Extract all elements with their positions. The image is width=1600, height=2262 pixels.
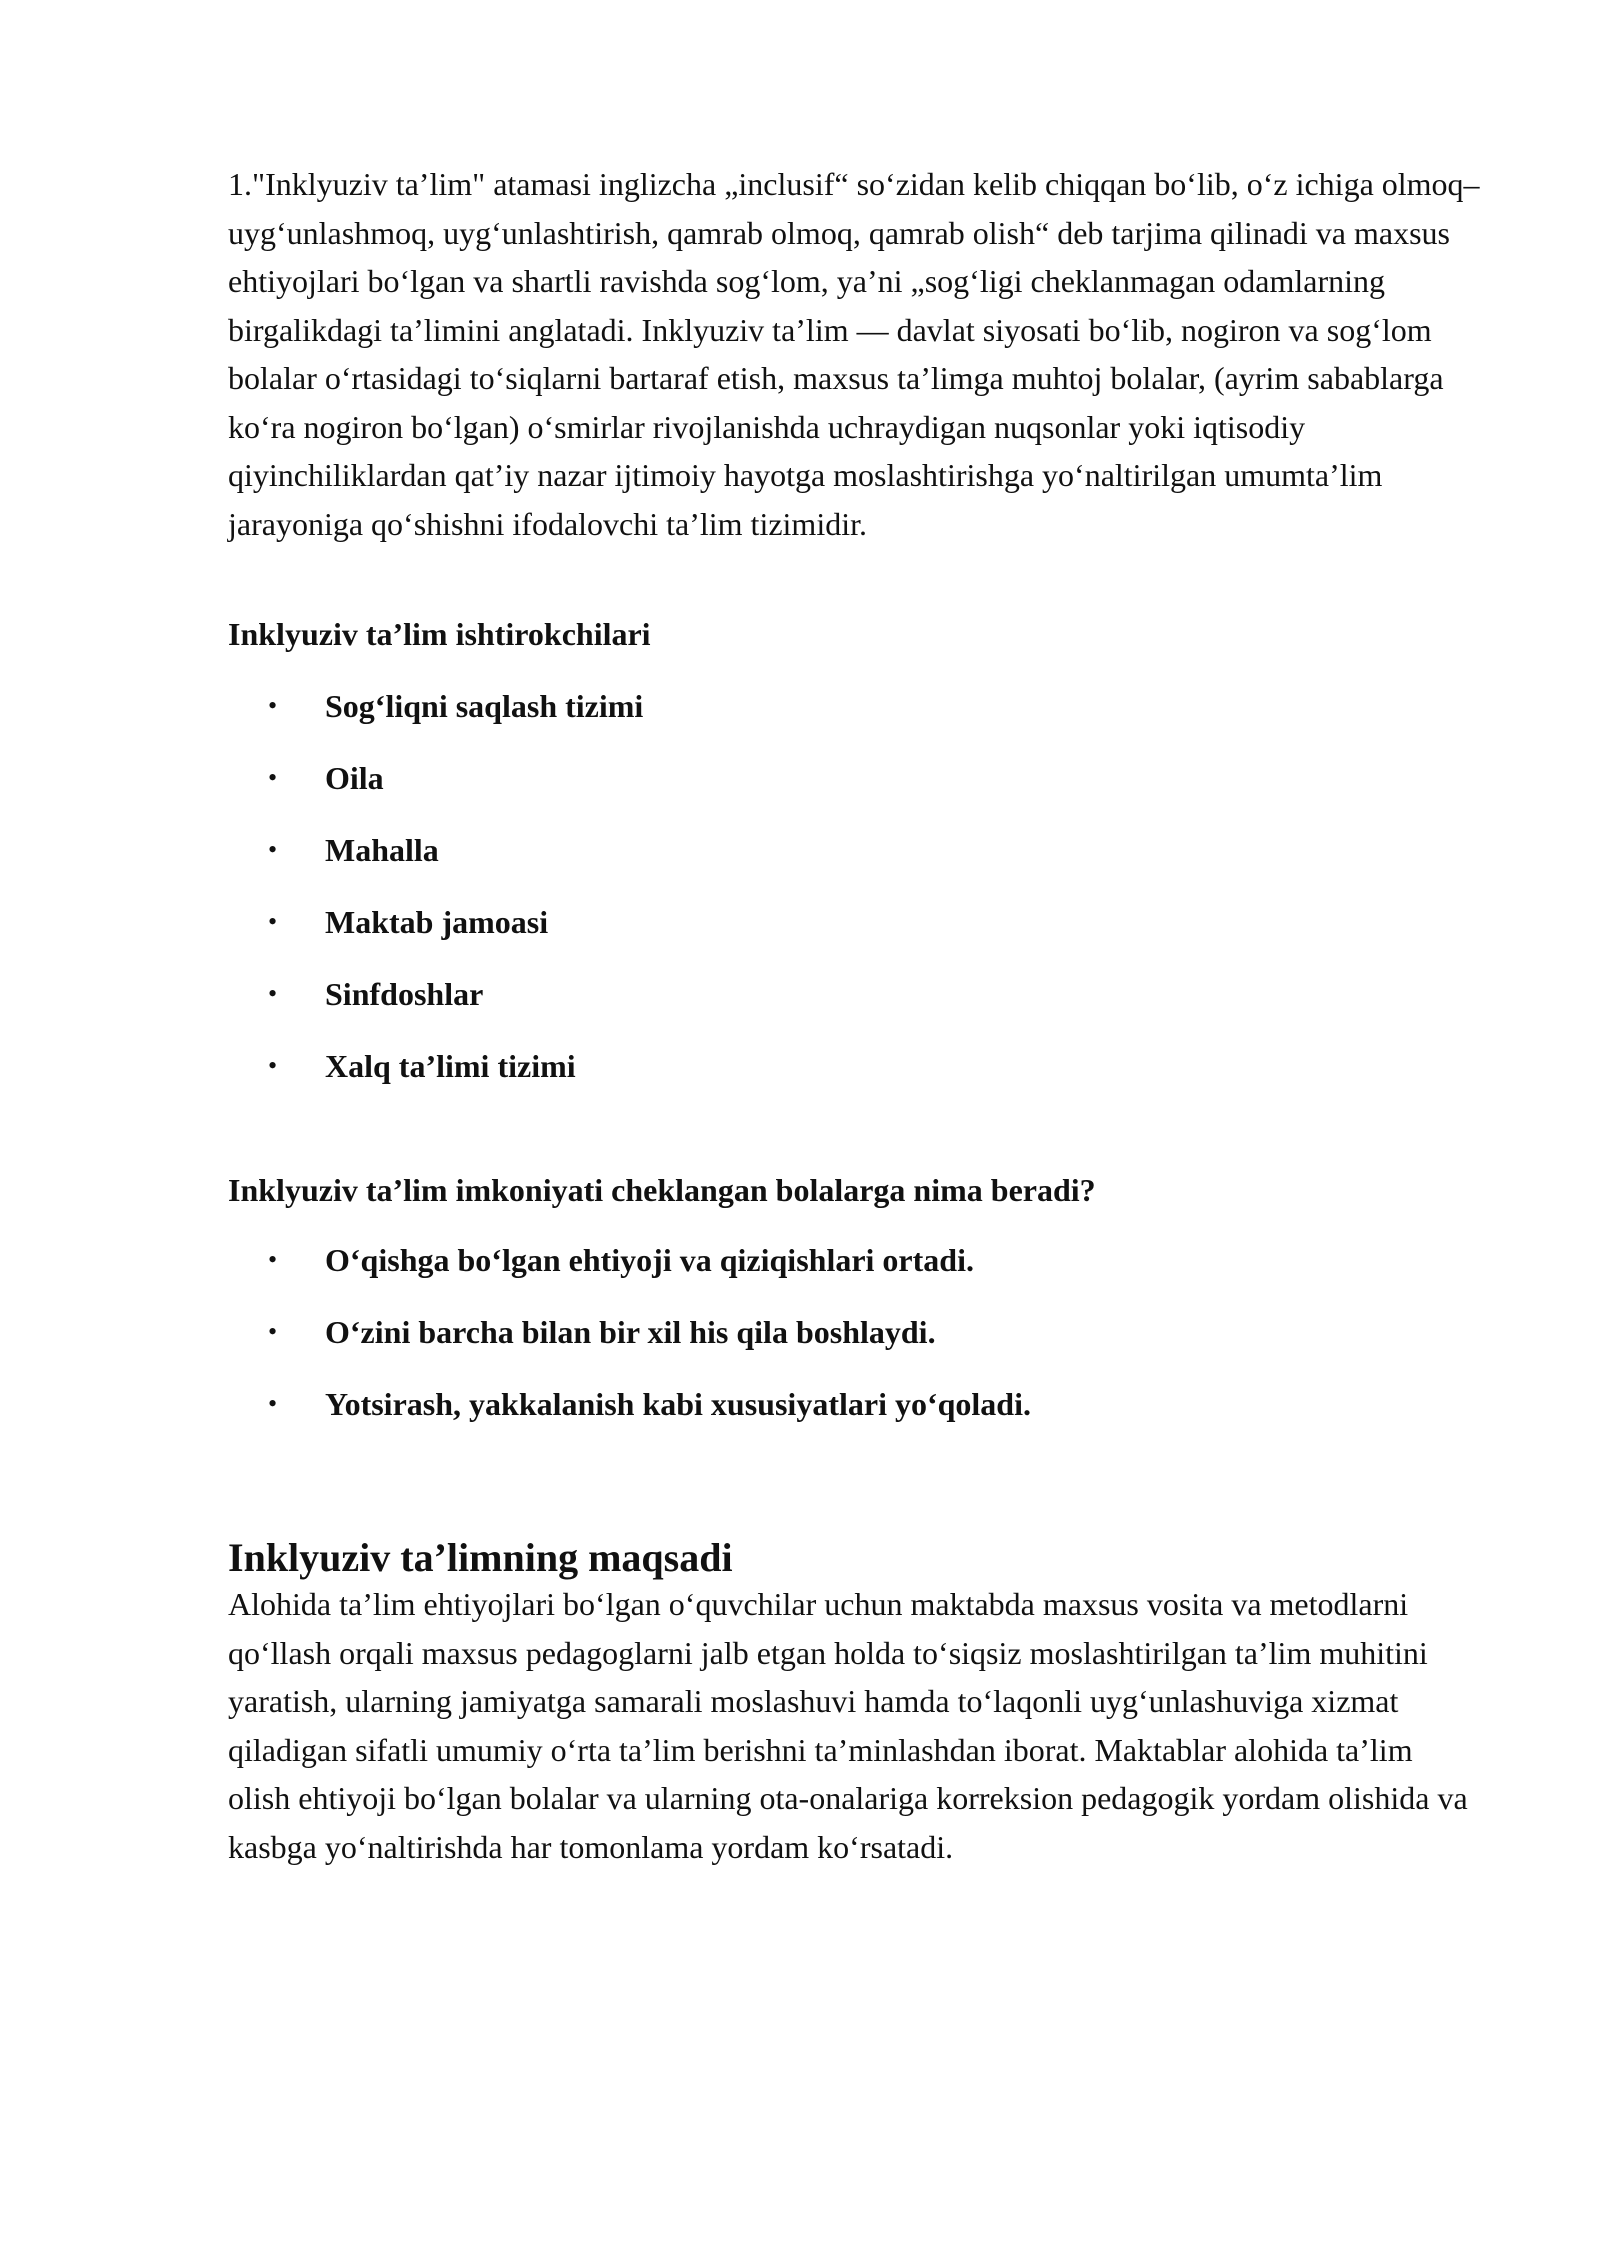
list-item — [228, 970, 1488, 1042]
bullet-icon: • — [268, 1245, 278, 1274]
bullet-icon: • — [268, 907, 278, 936]
list-item — [228, 826, 1488, 898]
list-item-label: Xalq ta’limi tizimi — [325, 1048, 576, 1084]
bullet-icon: • — [268, 691, 278, 720]
list-item-label: Maktab jamoasi — [325, 904, 549, 940]
list-item-label: Mahalla — [325, 832, 439, 868]
list-item — [228, 1380, 1488, 1452]
list-item — [228, 1236, 1488, 1308]
list-item — [228, 754, 1488, 826]
list-item — [228, 682, 1488, 754]
list-item-label: O‘qishga bo‘lgan ehtiyoji va qiziqishlari ortadi. — [325, 1242, 974, 1278]
benefits-list — [228, 1236, 1488, 1452]
benefits-heading: Inklyuziv ta’lim imkoniyati cheklangan bolalarga nima beradi? — [228, 1172, 1096, 1208]
list-item-label: O‘zini barcha bilan bir xil his qila boshlaydi. — [325, 1314, 936, 1350]
bullet-icon: • — [268, 979, 278, 1008]
list-item-label: Oila — [325, 760, 384, 796]
participants-heading: Inklyuziv ta’lim ishtirokchilari — [228, 616, 651, 652]
intro-paragraph: 1."Inklyuziv ta’lim" atamasi inglizcha „inclusif“ so‘zidan kelib chiqqan bo‘lib, o‘z ichiga olmoq–uyg‘unlashmoq, uyg‘unlashtirish, qamrab olmoq, qamrab olish“ deb tarjima qilinadi va maxsus ehtiyojlari bo‘lgan va shartli ravishda sog‘lom, ya’ni „sog‘ligi cheklanmagan odamlarning birgalikdagi ta’limini anglatadi. Inklyuziv ta’lim — davlat siyosati bo‘lib, nogiron va sog‘lom bolalar o‘rtasidagi to‘siqlarni bartaraf etish, maxsus ta’limga muhtoj bolalar, (ayrim sabablarga ko‘ra nogiron bo‘lgan) o‘smirlar rivojlanishda uchraydigan nuqsonlar yoki iqtisodiy qiyinchiliklardan qat’iy nazar ijtimoiy hayotga moslashtirishga yo‘naltirilgan umumta’lim jarayoniga qo‘shishni ifodalovchi ta’lim tizimidir. — [228, 166, 1480, 542]
bullet-icon: • — [268, 1389, 278, 1418]
list-item — [228, 1042, 1488, 1114]
list-item — [228, 1308, 1488, 1380]
bullet-icon: • — [268, 1317, 278, 1346]
bullet-icon: • — [268, 1051, 278, 1080]
bullet-icon: • — [268, 763, 278, 792]
list-item — [228, 898, 1488, 970]
participants-list — [228, 682, 1488, 1114]
list-item-label: Yotsirash, yakkalanish kabi xususiyatlari yo‘qoladi. — [325, 1386, 1031, 1422]
list-item-label: Sinfdoshlar — [325, 976, 484, 1012]
list-item-label: Sog‘liqni saqlash tizimi — [325, 688, 644, 724]
goal-paragraph: Alohida ta’lim ehtiyojlari bo‘lgan o‘quvchilar uchun maktabda maxsus vosita va metodlarni qo‘llash orqali maxsus pedagoglarni jalb etgan holda to‘siqsiz moslashtirilgan ta’lim muhitini yaratish, ularning jamiyatga samarali moslashuvi hamda to‘laqonli uyg‘unlashuviga xizmat qiladigan sifatli umumiy o‘rta ta’lim berishni ta’minlashdan iborat. Maktablar alohida ta’lim olish ehtiyoji bo‘lgan bolalar va ularning ota-onalariga korreksion pedagogik yordam olishida va kasbga yo‘naltirishda har tomonlama yordam ko‘rsatadi. — [228, 1586, 1468, 1865]
goal-heading: Inklyuziv ta’limning maqsadi — [228, 1535, 733, 1580]
bullet-icon: • — [268, 835, 278, 864]
document-page — [228, 160, 1488, 1871]
